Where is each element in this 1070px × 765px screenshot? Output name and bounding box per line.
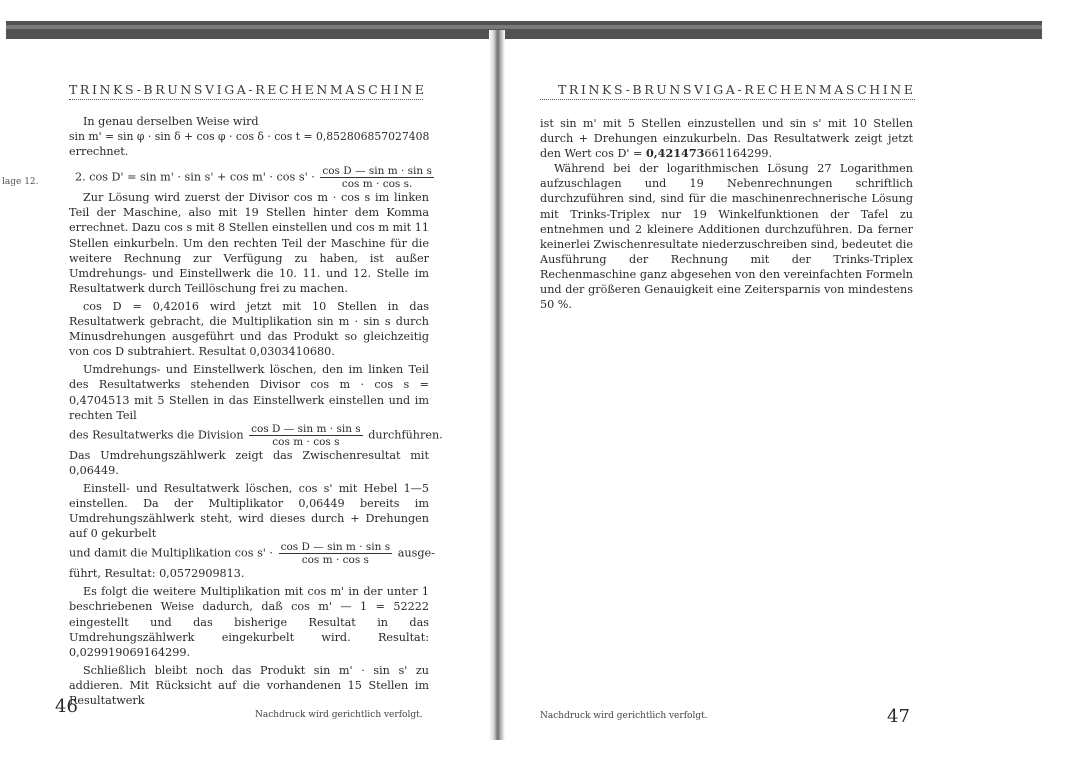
intro-text: In genau derselben Weise wird bbox=[83, 115, 259, 128]
multiplication-fraction bbox=[279, 541, 393, 566]
right-header-rule bbox=[540, 99, 915, 101]
division-tail: durchführen. bbox=[368, 428, 443, 442]
left-page-number: 46 bbox=[55, 696, 78, 717]
paragraph-divisor: Zur Lösung wird zuerst der Divisor cos m · cos s im linken Teil der Maschine, also mit 19 Stellen hinter dem Komma errechnet. Dazu cos s mit 8 Stellen einstellen und cos m mit 11 Stellen einkurbeln. Um den rechten Teil der Maschine für die weitere Rechnung zur Verfügung zu haben, ist außer Umdrehungs- und Einstellwerk die 10. 11. und 12. Stelle im Resultatwerk durch Teillöschung frei zu machen. bbox=[69, 191, 429, 295]
book-spine bbox=[489, 30, 505, 740]
paragraph-schliesslich: Schließlich bleibt noch das Produkt sin m' · sin s' zu addieren. Mit Rücksicht auf die vorhandenen 15 Stellen im Resultatwerk bbox=[69, 663, 429, 707]
multiplication-numerator: cos D — sin m · sin s bbox=[280, 541, 391, 554]
scan-top-edge-highlight bbox=[6, 25, 1042, 29]
margin-note: lage 12. bbox=[2, 177, 39, 187]
left-body bbox=[69, 114, 443, 708]
item2-fraction bbox=[320, 165, 434, 190]
division-lead: des Resultatwerks die Division bbox=[69, 428, 244, 442]
multiplication-denominator: cos m · cos s bbox=[301, 554, 369, 567]
left-running-header: TRINKS-BRUNSVIGA-RECHENMASCHINE bbox=[69, 82, 427, 97]
left-header-rule bbox=[69, 99, 423, 101]
right-running-header: TRINKS-BRUNSVIGA-RECHENMASCHINE bbox=[558, 82, 916, 97]
item2-lhs: 2. cos D' = sin m' · sin s' + cos m' · cos s' · bbox=[75, 170, 315, 184]
paragraph-zwischenresultat: Das Umdrehungszählwerk zeigt das Zwischenresultat mit 0,06449. bbox=[69, 448, 429, 477]
result-text-end: 661164299. bbox=[704, 147, 773, 161]
right-footer: Nachdruck wird gerichtlich verfolgt. bbox=[540, 711, 708, 721]
paragraph-sin-m-result bbox=[540, 116, 913, 161]
paragraph-cos-d: cos D = 0,42016 wird jetzt mit 10 Stellen in das Resultatwerk gebracht, die Multiplikation sin m · sin s durch Minusdrehungen ausgeführt und das Produkt so gleichzeitig von cos D subtrahiert. Resultat 0,0303410680. bbox=[69, 299, 429, 359]
formula-sin-m: sin m' = sin φ · sin δ + cos φ · cos δ · cos t = 0,852806857027408 bbox=[69, 130, 430, 144]
paragraph-comparison: Während bei der logarithmischen Lösung 27 Logarithmen aufzuschlagen und 19 Nebenrechnungen schriftlich durchzuführen sind, sind für die maschinenrechnerische Lösung mit Trinks-Triplex nur 19 Winkelfunktionen der Tafel zu entnehmen und 2 kleinere Additionen durchzuführen. Da ferner keinerlei Zwischenresultate niederzuschreiben sind, bedeutet die Ausführung der Rechnung mit der Trinks-Triplex Rechenmaschine ganz abgesehen von den vereinfachten Formeln und der größeren Genauigkeit eine Zeitersparnis von mindestens 50 %. bbox=[540, 162, 913, 312]
formula-item-2 bbox=[75, 165, 432, 191]
errechnet-text: errechnet. bbox=[69, 145, 129, 159]
left-footer: Nachdruck wird gerichtlich verfolgt. bbox=[255, 710, 423, 720]
multiplication-result: führt, Resultat: 0,0572909813. bbox=[69, 567, 245, 581]
right-page-number: 47 bbox=[887, 706, 910, 727]
paragraph-loeschen: Umdrehungs- und Einstellwerk löschen, den im linken Teil des Resultatwerks stehenden Divisor cos m · cos s = 0,4704513 mit 5 Stellen in das Einstellwerk einstellen und im rechten Teil bbox=[69, 363, 429, 422]
item2-denominator: cos m · cos s. bbox=[341, 178, 413, 191]
multiplication-line bbox=[69, 541, 435, 567]
result-bold-digits: 0,421473 bbox=[646, 146, 705, 161]
paragraph-einstell: Einstell- und Resultatwerk löschen, cos s' mit Hebel 1—5 einstellen. Da der Multiplikator 0,06449 bereits im Umdrehungszählwerk steht, wird dieses durch + Drehungen auf 0 gekurbelt bbox=[69, 481, 429, 541]
multiplication-tail: ausge- bbox=[397, 546, 435, 560]
division-fraction bbox=[249, 423, 363, 448]
right-body bbox=[540, 116, 913, 312]
division-line bbox=[69, 422, 443, 448]
result-text-start: ist sin m' mit 5 Stellen einzustellen und sin s' mit 10 Stellen durch + Drehungen einzukurbeln. Das Resultatwerk zeigt jetzt den Wert cos D' = bbox=[540, 117, 913, 161]
division-numerator: cos D — sin m · sin s bbox=[251, 422, 361, 435]
division-denominator: cos m · cos s bbox=[272, 435, 340, 448]
item2-numerator: cos D — sin m · sin s bbox=[322, 165, 432, 178]
paragraph-cos-m: Es folgt die weitere Multiplikation mit cos m' in der unter 1 beschriebenen Weise dadurch, daß cos m' — 1 = 52222 eingestellt und das bisherige Resultat in das Umdrehungszählwerk eingekurbelt wird. Resultat: 0,029919069164299. bbox=[69, 585, 429, 659]
scan-top-edge bbox=[6, 21, 1042, 39]
multiplication-lead: und damit die Multiplikation cos s' · bbox=[69, 546, 273, 560]
